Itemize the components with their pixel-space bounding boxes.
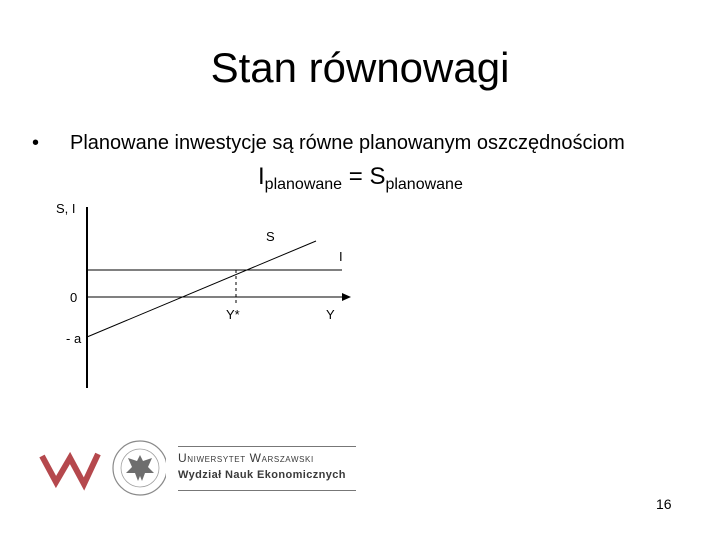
- page-number: 16: [656, 496, 672, 512]
- y-axis-label: S, I: [56, 201, 76, 216]
- equation-lhs-subscript: planowane: [264, 176, 343, 193]
- savings-investment-diagram: [0, 195, 400, 395]
- wne-logo-mark: [42, 454, 98, 484]
- intercept-label: - a: [66, 331, 82, 346]
- logo-rule-bottom: [178, 490, 356, 491]
- university-logo: [36, 436, 166, 500]
- faculty-name-line: Wydział Nauk Ekonomicznych: [178, 469, 346, 481]
- savings-line: [87, 241, 316, 337]
- equation-rhs-subscript: planowane: [385, 176, 463, 193]
- eagle-emblem: [126, 455, 154, 481]
- slide-title: Stan równowagi: [210, 44, 510, 91]
- university-name-line: Uniwersytet Warszawski: [178, 451, 314, 465]
- equation-operator: =: [342, 163, 370, 190]
- savings-line-label: S: [266, 229, 275, 244]
- bullet-item: [32, 130, 625, 156]
- equilibrium-income-label: Y*: [226, 307, 240, 322]
- university-name: [178, 451, 346, 481]
- x-axis-label: Y: [326, 307, 335, 322]
- logo-rule-top: [178, 446, 356, 447]
- x-axis-arrow: [342, 293, 351, 301]
- investment-line-label: I: [339, 249, 343, 264]
- equation-rhs-symbol: S: [369, 163, 386, 190]
- equation-lhs-symbol: I: [258, 163, 265, 190]
- bullet-text: Planowane inwestycje są równe planowanym oszczędnościom: [70, 132, 625, 154]
- bullet-symbol: •: [32, 132, 40, 154]
- origin-label: 0: [70, 290, 78, 305]
